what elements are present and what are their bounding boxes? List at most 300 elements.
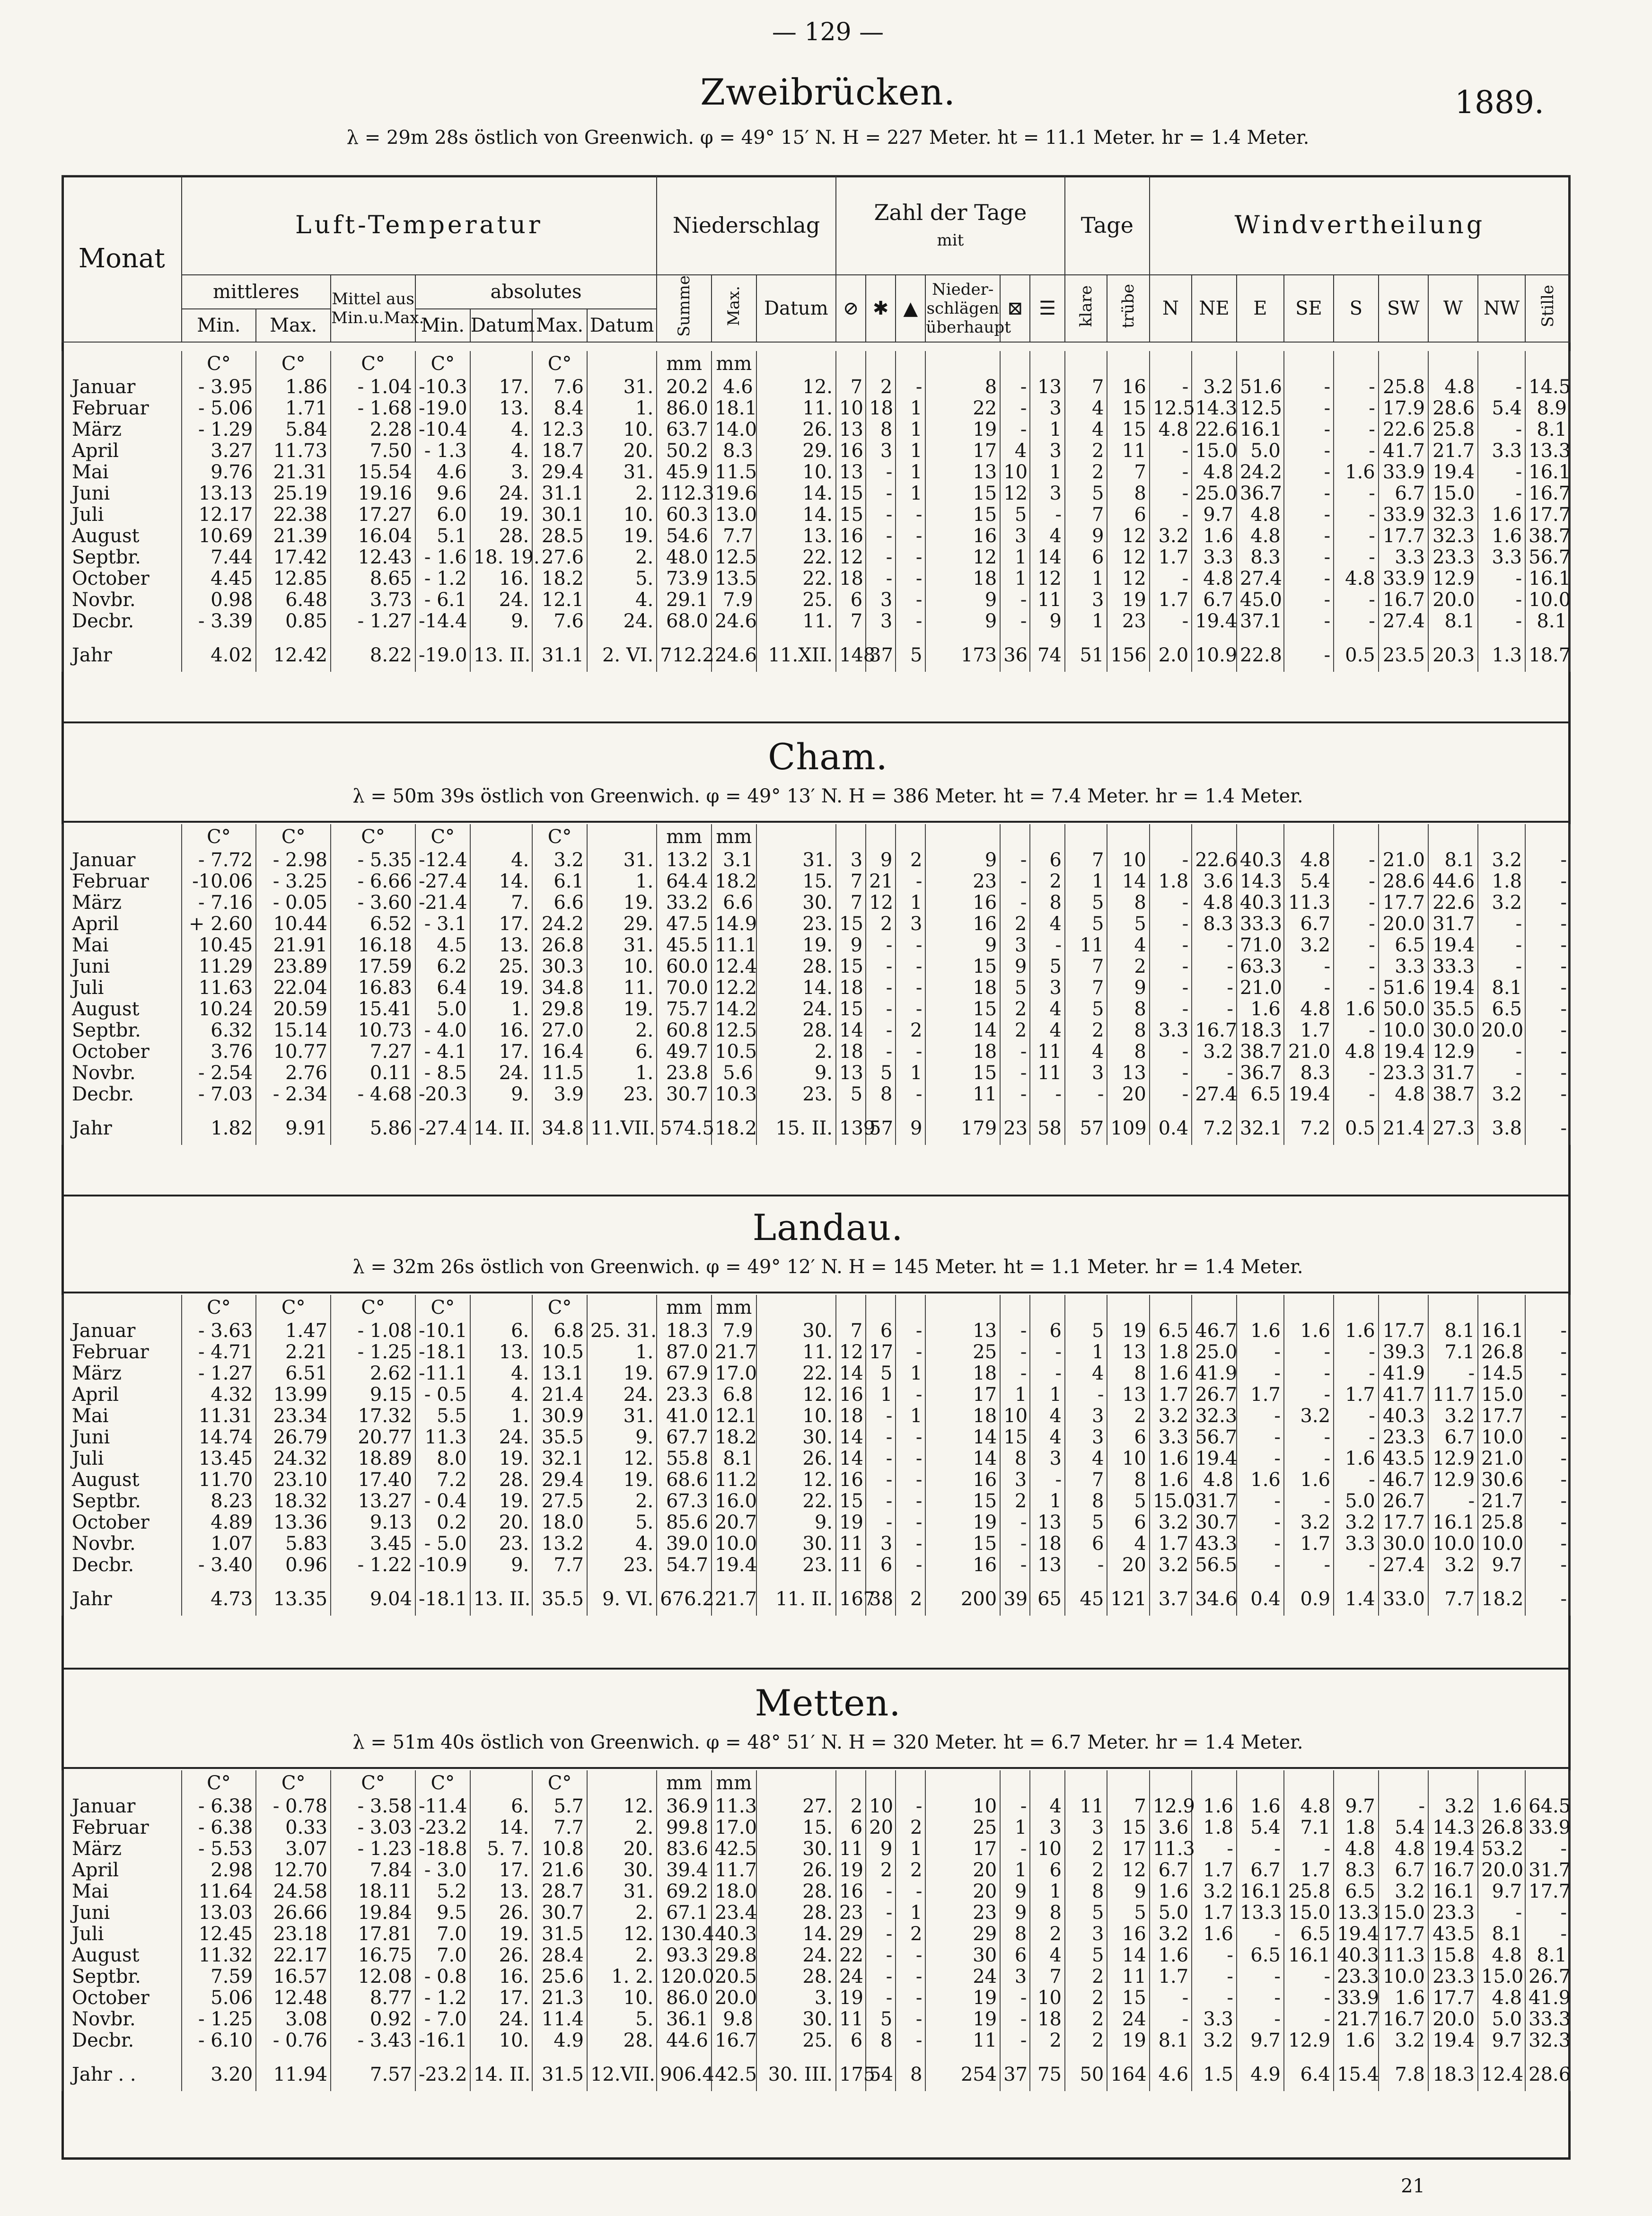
header-absolutes: absolutes: [415, 275, 657, 309]
table-cell: 10: [1030, 1987, 1065, 2009]
table-cell: 15.0: [1284, 1902, 1334, 1924]
table-cell: 29.4: [532, 462, 587, 483]
table-cell: 1.8: [1334, 1817, 1379, 1838]
month-label: März: [62, 1838, 182, 1860]
table-cell: 4.8: [1334, 568, 1379, 589]
table-cell: - 2.34: [256, 1084, 331, 1105]
table-cell: 22: [925, 398, 1000, 419]
header-tage: Tage: [1065, 176, 1150, 275]
table-cell: 6: [1107, 1427, 1149, 1448]
table-cell: 1.: [470, 1406, 533, 1427]
table-cell: -: [896, 526, 925, 547]
table-row: [62, 1860, 1570, 1881]
table-cell: 5: [1065, 1945, 1107, 1966]
unit-cell: [1334, 351, 1379, 377]
station-coords-cham: λ = 50m 39s östlich von Greenwich. φ = 49° 13′ N. H = 386 Meter. ht = 7.4 Meter. hr = 1.4 Meter.: [352, 785, 1303, 807]
table-cell: 19.4: [1192, 1448, 1237, 1469]
table-cell: 19.: [587, 1469, 657, 1491]
unit-cell: [1334, 1770, 1379, 1796]
table-cell: 26.: [470, 1902, 533, 1924]
table-cell: 19.4: [1192, 611, 1237, 632]
table-cell: 12: [925, 547, 1000, 568]
table-cell: 17.42: [256, 547, 331, 568]
table-cell: 19: [836, 1987, 866, 2009]
table-row: [62, 914, 1570, 935]
table-cell: 21.7: [712, 1342, 756, 1363]
table-cell: 3.6: [1150, 1817, 1192, 1838]
table-cell: 1: [896, 419, 925, 440]
table-cell: 36.7: [1237, 483, 1284, 504]
month-label: Juli: [62, 977, 182, 999]
table-cell: - 4.68: [331, 1084, 415, 1105]
table-cell: - 3.63: [182, 1320, 256, 1342]
table-cell: -: [1284, 1555, 1334, 1576]
table-cell: -: [1428, 1491, 1478, 1512]
table-cell: 28.: [756, 1020, 836, 1041]
table-cell: 1.7: [1284, 1860, 1334, 1881]
table-cell: -: [866, 1020, 896, 1041]
table-cell: 23.89: [256, 956, 331, 977]
table-cell: -: [1237, 1448, 1284, 1469]
unit-cell: [1525, 1295, 1570, 1320]
table-cell: -23.2: [415, 1817, 470, 1838]
table-cell: 18.2: [712, 871, 756, 892]
table-cell: 2: [1030, 2030, 1065, 2051]
table-cell: 30.: [756, 1427, 836, 1448]
nebel-icon: ☰: [1030, 275, 1065, 342]
table-cell: 15.8: [1428, 1945, 1478, 1966]
table-cell: 19: [925, 1987, 1000, 2009]
table-cell: -: [1000, 850, 1030, 871]
table-row: [62, 850, 1570, 871]
table-cell: 3: [1065, 1427, 1107, 1448]
table-cell: 2: [896, 1020, 925, 1041]
table-cell: 4.8: [1284, 999, 1334, 1020]
table-cell: 20.0: [1478, 1020, 1525, 1041]
table-cell: 7: [836, 1320, 866, 1342]
table-cell: -: [1525, 1427, 1570, 1448]
table-cell: 5: [1000, 504, 1030, 526]
table-cell: 12.: [587, 1448, 657, 1469]
jahr-cell: 31.1: [532, 632, 587, 672]
table-cell: -: [1334, 1063, 1379, 1084]
table-cell: 6: [1030, 1320, 1065, 1342]
table-cell: 16.7: [1379, 589, 1428, 611]
station-coords-metten: λ = 51m 40s östlich von Greenwich. φ = 48° 51′ N. H = 320 Meter. ht = 6.7 Meter. hr = 1.4 Meter.: [352, 1732, 1303, 1753]
table-cell: -: [1334, 611, 1379, 632]
jahr-cell: 32.1: [1237, 1105, 1284, 1145]
jahr-cell: 74: [1030, 632, 1065, 672]
table-cell: 19: [836, 1860, 866, 1881]
month-label: Januar: [62, 1320, 182, 1342]
table-cell: -: [1150, 462, 1192, 483]
table-cell: 8: [1107, 1469, 1149, 1491]
table-cell: 16.1: [1478, 1320, 1525, 1342]
table-cell: 31.: [587, 377, 657, 398]
table-cell: 3.08: [256, 2009, 331, 2030]
table-cell: 3.: [470, 462, 533, 483]
table-cell: -: [1030, 1469, 1065, 1491]
unit-cell: C°: [532, 824, 587, 850]
table-cell: -: [896, 1987, 925, 2009]
table-cell: 5.06: [182, 1987, 256, 2009]
table-row: [62, 1342, 1570, 1363]
table-cell: 18: [925, 1406, 1000, 1427]
table-cell: 15: [836, 956, 866, 977]
table-cell: 4.: [470, 440, 533, 462]
table-cell: 0.11: [331, 1063, 415, 1084]
jahr-cell: 2. VI.: [587, 632, 657, 672]
table-row: [62, 611, 1570, 632]
table-row: [62, 956, 1570, 977]
table-cell: 75.7: [657, 999, 712, 1020]
unit-cell: [1065, 1295, 1107, 1320]
table-cell: 5: [1065, 892, 1107, 914]
header-min-mittleres: Min.: [182, 309, 256, 342]
table-cell: 25.: [756, 2030, 836, 2051]
table-cell: 26.7: [1192, 1384, 1237, 1406]
table-cell: 10.: [587, 419, 657, 440]
table-cell: 120.0: [657, 1966, 712, 1987]
table-cell: -: [1525, 892, 1570, 914]
table-cell: 15: [1107, 398, 1149, 419]
jahr-cell: 1.4: [1334, 1576, 1379, 1616]
jahr-cell: -: [1284, 632, 1334, 672]
table-cell: 3: [1000, 526, 1030, 547]
table-cell: 50.2: [657, 440, 712, 462]
table-cell: 41.9: [1192, 1363, 1237, 1384]
table-cell: 2.: [587, 1945, 657, 1966]
table-cell: -: [1525, 1041, 1570, 1063]
table-cell: 4.8: [1192, 462, 1237, 483]
table-cell: 23.: [470, 1533, 533, 1555]
table-cell: 2.: [587, 547, 657, 568]
table-cell: 63.3: [1237, 956, 1284, 977]
table-cell: 18.89: [331, 1448, 415, 1469]
table-cell: -: [1478, 1902, 1525, 1924]
table-cell: 30.7: [532, 1902, 587, 1924]
unit-cell: [1150, 351, 1192, 377]
table-cell: 6.4: [415, 977, 470, 999]
table-cell: 16: [925, 526, 1000, 547]
table-cell: 25.0: [1192, 483, 1237, 504]
table-cell: 8: [1107, 892, 1149, 914]
table-cell: 15: [836, 483, 866, 504]
table-cell: 6.7: [1284, 914, 1334, 935]
table-cell: 1.6: [1284, 1320, 1334, 1342]
table-cell: 24.: [587, 1384, 657, 1406]
table-row: [62, 1838, 1570, 1860]
table-cell: 71.0: [1237, 935, 1284, 956]
table-cell: - 3.40: [182, 1555, 256, 1576]
table-cell: 17.81: [331, 1924, 415, 1945]
table-cell: 6.2: [415, 956, 470, 977]
table-cell: 26.8: [1478, 1817, 1525, 1838]
table-cell: 3.2: [1334, 1512, 1379, 1533]
unit-cell: [925, 1770, 1000, 1796]
table-cell: 12.3: [532, 419, 587, 440]
month-label: Novbr.: [62, 1533, 182, 1555]
table-cell: 21.39: [256, 526, 331, 547]
jahr-cell: 5: [896, 632, 925, 672]
unit-cell: [1478, 824, 1525, 850]
table-cell: 6.48: [256, 589, 331, 611]
table-cell: 31.: [587, 1881, 657, 1902]
table-cell: 13.27: [331, 1491, 415, 1512]
table-cell: 3.3: [1150, 1427, 1192, 1448]
table-cell: 3: [1030, 1448, 1065, 1469]
table-cell: 11.5: [532, 1063, 587, 1084]
table-cell: 1: [896, 398, 925, 419]
table-cell: -: [896, 568, 925, 589]
unit-cell: C°: [415, 1295, 470, 1320]
table-cell: - 6.38: [182, 1796, 256, 1817]
jahr-cell: 24.6: [712, 632, 756, 672]
table-cell: - 5.06: [182, 398, 256, 419]
table-cell: -: [1284, 1342, 1334, 1363]
table-cell: - 1.08: [331, 1320, 415, 1342]
table-cell: 20.0: [1478, 1860, 1525, 1881]
header-wind-n: N: [1150, 275, 1192, 342]
table-cell: 3: [866, 440, 896, 462]
unit-cell: [1107, 1295, 1149, 1320]
table-cell: 17.7: [1379, 1924, 1428, 1945]
table-cell: 1.6: [1284, 1469, 1334, 1491]
table-cell: 30.: [587, 1860, 657, 1881]
table-cell: -: [896, 999, 925, 1020]
table-cell: -: [1237, 1491, 1284, 1512]
table-cell: 23.3: [1428, 1966, 1478, 1987]
table-cell: 28.: [756, 956, 836, 977]
table-cell: 18: [1030, 1533, 1065, 1555]
table-cell: 7: [1030, 1966, 1065, 1987]
table-cell: 8: [1107, 999, 1149, 1020]
table-row: [62, 1041, 1570, 1063]
table-cell: 6: [1030, 1860, 1065, 1881]
table-cell: -: [1284, 1838, 1334, 1860]
table-cell: -: [1334, 935, 1379, 956]
table-cell: 26.79: [256, 1427, 331, 1448]
month-label: Januar: [62, 377, 182, 398]
table-cell: 4.6: [712, 377, 756, 398]
table-cell: -: [1030, 504, 1065, 526]
jahr-cell: 30. III.: [756, 2051, 836, 2091]
table-cell: -: [1000, 1041, 1030, 1063]
table-cell: 19: [1107, 2030, 1149, 2051]
table-cell: 1.6: [1237, 999, 1284, 1020]
table-cell: 1: [1000, 1860, 1030, 1881]
table-cell: 28.7: [532, 1881, 587, 1902]
unit-cell: mm: [657, 1295, 712, 1320]
table-cell: - 3.95: [182, 377, 256, 398]
header-stille: Stille: [1538, 285, 1557, 327]
unit-cell: [1284, 351, 1334, 377]
table-cell: 2: [896, 1860, 925, 1881]
table-cell: 8: [1107, 483, 1149, 504]
table-cell: 17.7: [1478, 1406, 1525, 1427]
table-cell: 16.75: [331, 1945, 415, 1966]
table-cell: -: [1284, 504, 1334, 526]
table-cell: -: [866, 504, 896, 526]
table-cell: -: [1334, 850, 1379, 871]
units-row: [62, 1770, 1570, 1796]
table-cell: 19.: [587, 892, 657, 914]
table-cell: 10.: [587, 956, 657, 977]
table-cell: -: [1000, 589, 1030, 611]
month-label: Novbr.: [62, 1063, 182, 1084]
unit-cell: C°: [256, 1295, 331, 1320]
jahr-cell: 35.5: [532, 1576, 587, 1616]
table-cell: -: [1000, 1084, 1030, 1105]
table-cell: 25.8: [1478, 1512, 1525, 1533]
table-cell: -: [1237, 1427, 1284, 1448]
table-cell: -: [1478, 956, 1525, 977]
table-cell: 5: [1065, 483, 1107, 504]
table-cell: -: [866, 1427, 896, 1448]
header-niederschlaegen: Nieder-schlägen überhaupt: [925, 275, 1000, 342]
header-zahl-der-tage: [836, 176, 1065, 275]
jahr-cell: 1.3: [1478, 632, 1525, 672]
table-cell: 30.0: [1379, 1533, 1428, 1555]
unit-cell: [1107, 351, 1149, 377]
table-cell: 16.1: [1237, 1881, 1284, 1902]
unit-cell: [1379, 1295, 1428, 1320]
table-cell: 16.1: [1525, 568, 1570, 589]
table-cell: 5.: [587, 568, 657, 589]
table-cell: -18.8: [415, 1838, 470, 1860]
station-block-landau: [62, 1295, 1571, 1616]
table-cell: 23.10: [256, 1469, 331, 1491]
table-cell: -: [1192, 1945, 1237, 1966]
table-cell: 2.28: [331, 419, 415, 440]
table-cell: -: [1284, 398, 1334, 419]
table-cell: 6.51: [256, 1363, 331, 1384]
header-min-absolut: Min.: [415, 309, 470, 342]
table-cell: 18.2: [712, 1427, 756, 1448]
table-cell: 4: [1065, 1041, 1107, 1063]
table-cell: 23.18: [256, 1924, 331, 1945]
table-cell: 16.0: [712, 1491, 756, 1512]
table-cell: 11: [1030, 589, 1065, 611]
table-cell: 5.0: [1478, 2009, 1525, 2030]
table-cell: -: [1525, 850, 1570, 871]
table-cell: 16: [836, 440, 866, 462]
table-cell: 54.7: [657, 1555, 712, 1576]
table-cell: 19.: [470, 1924, 533, 1945]
unit-cell: [1428, 1770, 1478, 1796]
table-cell: -: [1478, 377, 1525, 398]
table-cell: 15: [836, 504, 866, 526]
table-cell: 11: [836, 1533, 866, 1555]
table-cell: - 6.1: [415, 589, 470, 611]
table-cell: 1: [1065, 568, 1107, 589]
table-cell: -: [896, 977, 925, 999]
table-cell: 18.7: [532, 440, 587, 462]
table-cell: 10.5: [532, 1342, 587, 1363]
table-cell: 6.6: [712, 892, 756, 914]
table-cell: 26.7: [1379, 1491, 1428, 1512]
table-cell: 5: [866, 2009, 896, 2030]
table-cell: 42.5: [712, 1838, 756, 1860]
month-label: Juli: [62, 1924, 182, 1945]
table-cell: 4.8: [1284, 1796, 1334, 1817]
table-row: [62, 1966, 1570, 1987]
table-cell: 18: [925, 977, 1000, 999]
table-cell: 15.: [756, 871, 836, 892]
table-cell: 15.0: [1379, 1902, 1428, 1924]
table-cell: 25.8: [1379, 377, 1428, 398]
table-cell: 14.: [470, 871, 533, 892]
jahr-cell: 3.20: [182, 2051, 256, 2091]
column-header: [62, 175, 1571, 343]
unit-cell: [866, 351, 896, 377]
table-cell: 13: [836, 419, 866, 440]
table-cell: 14.: [470, 1817, 533, 1838]
unit-cell: [836, 1295, 866, 1320]
table-cell: 6.32: [182, 1020, 256, 1041]
table-cell: 14.5: [1525, 377, 1570, 398]
table-cell: 8.1: [1525, 419, 1570, 440]
table-cell: 5: [1065, 1902, 1107, 1924]
table-cell: 12.48: [256, 1987, 331, 2009]
table-cell: 3: [1000, 1966, 1030, 1987]
table-cell: 11: [1030, 1063, 1065, 1084]
jahr-cell: 9.04: [331, 1576, 415, 1616]
table-cell: 23.3: [657, 1384, 712, 1406]
table-cell: 14: [1030, 547, 1065, 568]
table-cell: -: [1284, 462, 1334, 483]
table-cell: 12.85: [256, 568, 331, 589]
table-cell: 14: [836, 1363, 866, 1384]
table-cell: 12.9: [1150, 1796, 1192, 1817]
table-cell: 23.3: [1334, 1966, 1379, 1987]
table-cell: 7.6: [532, 377, 587, 398]
table-cell: 6.8: [532, 1320, 587, 1342]
table-cell: 2: [1000, 1020, 1030, 1041]
table-cell: 9: [1000, 956, 1030, 977]
unit-cell: [1478, 1295, 1525, 1320]
table-cell: 1: [1065, 871, 1107, 892]
station-block-zweibruecken: [62, 351, 1571, 672]
table-cell: 4.8: [1428, 377, 1478, 398]
table-cell: -: [1284, 611, 1334, 632]
table-cell: - 3.0: [415, 1860, 470, 1881]
month-label: Februar: [62, 1817, 182, 1838]
table-cell: 30.9: [532, 1406, 587, 1427]
table-cell: 13: [925, 462, 1000, 483]
table-cell: 7.6: [532, 611, 587, 632]
unit-cell: [1107, 1770, 1149, 1796]
table-row: [62, 892, 1570, 914]
table-cell: 1.7: [1192, 1860, 1237, 1881]
jahr-cell: 31.5: [532, 2051, 587, 2091]
table-cell: 8: [1065, 1491, 1107, 1512]
table-cell: - 3.39: [182, 611, 256, 632]
table-cell: 4.: [470, 419, 533, 440]
table-cell: 8.1: [1150, 2030, 1192, 2051]
table-cell: 16.7: [1525, 483, 1570, 504]
table-cell: 1.6: [1192, 1796, 1237, 1817]
header-max-niederschlag: Max.: [724, 286, 744, 326]
table-cell: 27.5: [532, 1491, 587, 1512]
table-cell: 5.: [587, 2009, 657, 2030]
table-cell: -: [1334, 914, 1379, 935]
table-cell: - 0.76: [256, 2030, 331, 2051]
table-cell: 44.6: [1428, 871, 1478, 892]
table-cell: 13.36: [256, 1512, 331, 1533]
table-cell: -: [1030, 1342, 1065, 1363]
table-cell: -: [1000, 2030, 1030, 2051]
